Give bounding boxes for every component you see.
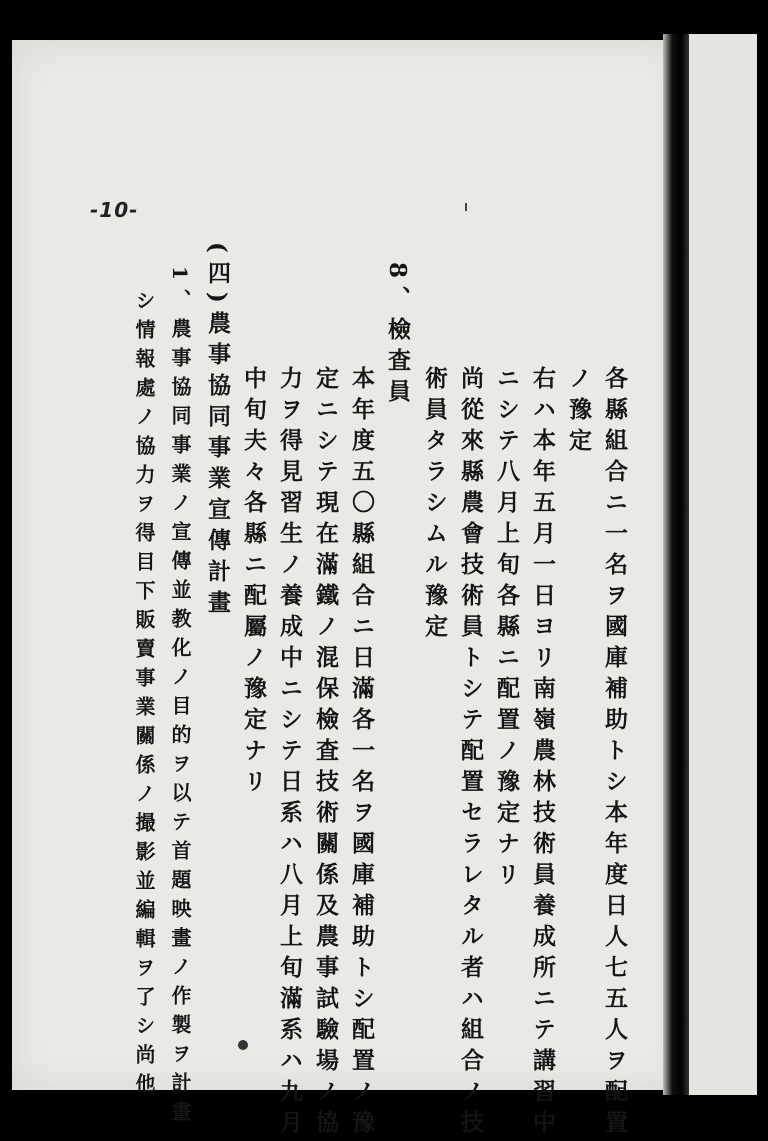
adjacent-page-edge [689,34,757,1095]
section-heading-4: (四)農事協同事業宣傳計畫 [204,242,231,621]
ink-mark [465,203,467,211]
text-column-6: 術員タラシムル豫定 [421,366,448,645]
page-number: -10- [90,198,139,222]
page-fold-shadow [663,34,689,1095]
text-column-3: 右ハ本年五月一日ヨリ南嶺農林技術員養成所ニテ講習中 [529,366,556,1141]
text-column-8: 本年度五〇縣組合ニ日滿各一名ヲ國庫補助トシ配置ノ豫 [348,366,375,1141]
text-column-1: 各縣組合ニ一名ヲ國庫補助トシ本年度日人七五人ヲ配置 [601,366,628,1141]
section-heading-8: 8、檢査員 [384,262,411,411]
text-column-14: シ情報處ノ協力ヲ得目下販賣事業關係ノ撮影並編輯ヲ了シ尚他 [132,290,156,1102]
ink-smudge [238,1040,248,1050]
text-column-11: 中旬夫々各縣ニ配屬ノ豫定ナリ [240,366,267,800]
text-column-13: 1、農事協同事業ノ宣傳並教化ノ目的ヲ以テ首題映畫ノ作製ヲ計畫 [168,266,192,1130]
text-column-4: ニシテ八月上旬各縣ニ配置ノ豫定ナリ [493,366,520,893]
text-column-2: ノ豫定 [565,366,592,459]
text-column-9: 定ニシテ現在滿鐵ノ混保檢査技術關係及農事試驗場ノ協 [312,366,339,1141]
text-column-10: 力ヲ得見習生ノ養成中ニシテ日系ハ八月上旬滿系ハ九月 [276,366,303,1141]
text-column-5: 尚從來縣農會技術員トシテ配置セラレタル者ハ組合ノ技 [457,366,484,1141]
